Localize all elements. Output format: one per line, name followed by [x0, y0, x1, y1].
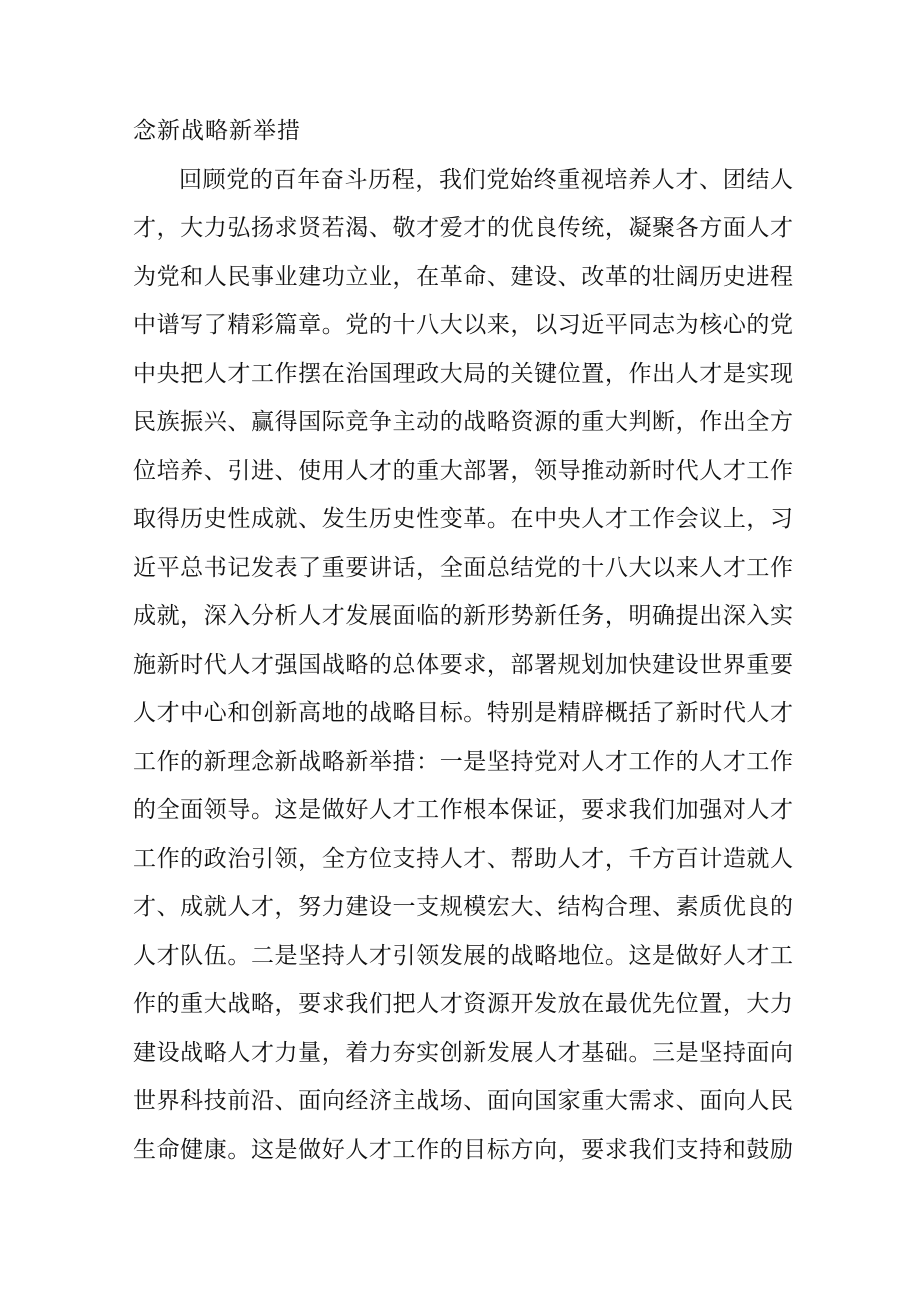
text-line: 世界科技前沿、面向经济主战场、面向国家重大需求、面向人民 [133, 1088, 793, 1114]
body-text [133, 107, 793, 1174]
text-line: 中央把人才工作摆在治国理政大局的关键位置，作出人才是实现 [133, 360, 793, 387]
text-line: 念新战略新举措 [133, 118, 301, 144]
text-line: 人才队伍。二是坚持人才引领发展的战略地位。这是做好人才工 [133, 942, 793, 969]
text-line: 施新时代人才强国战略的总体要求，部署规划加快建设世界重要 [133, 651, 793, 678]
text-line: 作的重大战略，要求我们把人才资源开发放在最优先位置，大力 [133, 991, 793, 1017]
text-line: 才、成就人才，努力建设一支规模宏大、结构合理、素质优良的 [133, 894, 793, 920]
text-line: 工作的新理念新战略新举措：一是坚持党对人才工作的人才工作 [133, 748, 793, 775]
text-line: 近平总书记发表了重要讲话，全面总结党的十八大以来人才工作 [133, 554, 793, 581]
text-line: 建设战略人才力量，着力夯实创新发展人才基础。三是坚持面向 [133, 1039, 793, 1066]
text-line: 生命健康。这是做好人才工作的目标方向，要求我们支持和鼓励 [133, 1136, 793, 1163]
text-line: 位培养、引进、使用人才的重大部署，领导推动新时代人才工作 [133, 457, 793, 484]
text-line: 中谱写了精彩篇章。党的十八大以来，以习近平同志为核心的党 [133, 312, 793, 338]
text-line: 民族振兴、赢得国际竞争主动的战略资源的重大判断，作出全方 [133, 409, 793, 435]
text-line: 成就，深入分析人才发展面临的新形势新任务，明确提出深入实 [133, 603, 793, 629]
text-line: 的全面领导。这是做好人才工作根本保证，要求我们加强对人才 [133, 797, 793, 823]
text-line: 人才中心和创新高地的战略目标。特别是精辟概括了新时代人才 [133, 700, 793, 726]
text-line: 工作的政治引领，全方位支持人才、帮助人才，千方百计造就人 [133, 845, 793, 872]
text-line: 取得历史性成就、发生历史性变革。在中央人才工作会议上，习 [133, 506, 793, 532]
text-line: 才，大力弘扬求贤若渴、敬才爱才的优良传统，凝聚各方面人才 [133, 215, 793, 241]
text-line: 为党和人民事业建功立业，在革命、建设、改革的壮阔历史进程 [133, 263, 793, 290]
paragraph-first-line: 回顾党的百年奋斗历程，我们党始终重视培养人才、团结人 [179, 166, 793, 193]
